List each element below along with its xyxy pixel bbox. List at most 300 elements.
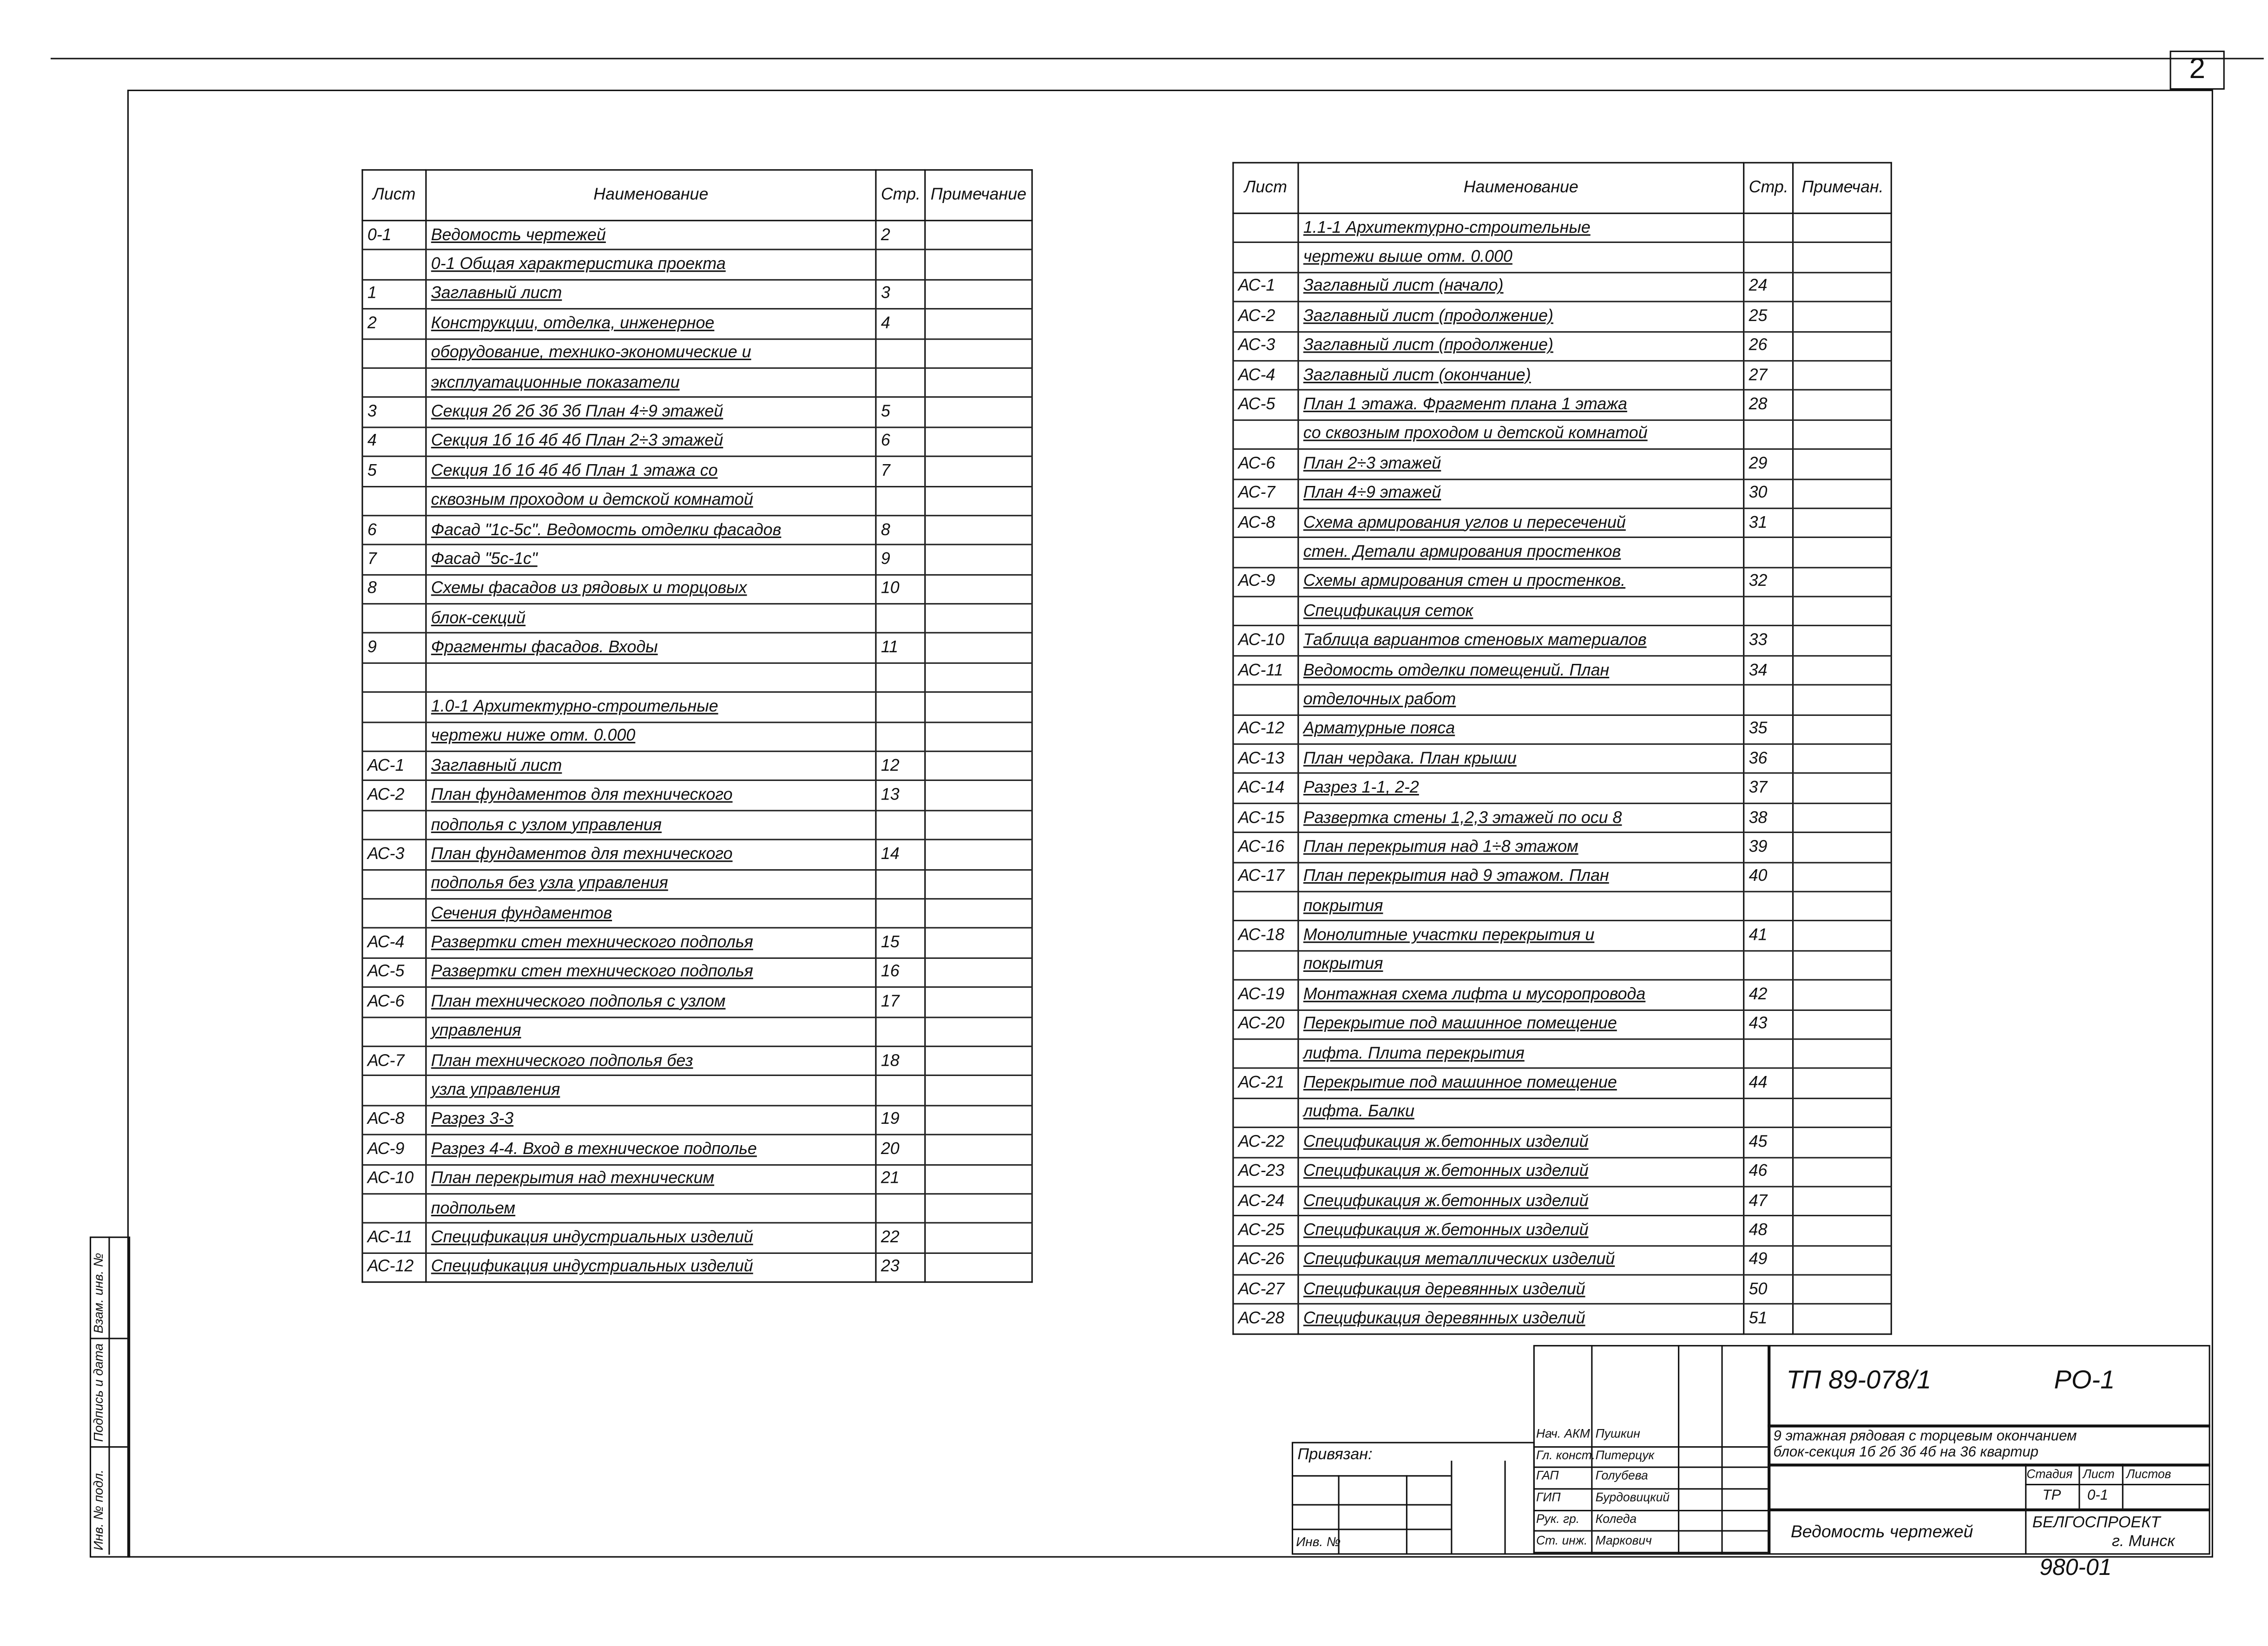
page-number: 10 (876, 574, 926, 603)
page-number (1744, 1039, 1794, 1068)
table-row (362, 486, 1032, 515)
signatory-name: Питерцук (1595, 1447, 1655, 1462)
sheet-name: План 2÷3 этажей (1298, 449, 1744, 479)
sheet-name: Спецификация ж.бетонных изделий (1298, 1157, 1744, 1186)
sheet-code (1233, 597, 1298, 626)
table-row (362, 398, 1032, 427)
sheet-name: лифта. Балки (1298, 1098, 1744, 1127)
table-row (1233, 921, 1892, 951)
sheet-code (1233, 892, 1298, 921)
sheet-name: 0-1 Общая характеристика проекта (426, 250, 876, 279)
table-row (1233, 538, 1892, 567)
sheet-code (362, 1076, 426, 1105)
note (1794, 1157, 1892, 1186)
page-number (1744, 420, 1794, 449)
sheet-name: Конструкции, отделка, инженерное (426, 309, 876, 338)
note (926, 515, 1032, 544)
table-row (1233, 420, 1892, 449)
divider (1768, 1424, 2210, 1427)
signatory-name: Бурдовицкий (1595, 1489, 1670, 1504)
sheet-code: 6 (362, 515, 426, 544)
sheet-name: Арматурные пояса (1298, 715, 1744, 744)
document-title: Ведомость чертежей (1790, 1521, 1973, 1542)
table-row (1233, 243, 1892, 272)
note (1794, 331, 1892, 361)
sheet-name: План технического подполья с узлом (426, 987, 876, 1016)
note (926, 309, 1032, 338)
sheet-code: АС-16 (1233, 833, 1298, 862)
page-number: 11 (876, 633, 926, 662)
divider (108, 1237, 110, 1555)
divider (1533, 1488, 1768, 1489)
sheet-code (362, 486, 426, 515)
page-number: 3 (876, 280, 926, 309)
table-row (1233, 508, 1892, 538)
role-label: ГАП (1536, 1468, 1559, 1483)
sheet-code: АС-4 (362, 928, 426, 957)
sheet-code: 5 (362, 457, 426, 486)
table-row (362, 899, 1032, 928)
page-number: 41 (1744, 921, 1794, 951)
note (926, 1194, 1032, 1223)
note (1794, 361, 1892, 390)
page-number: 48 (1744, 1216, 1794, 1245)
sheet-number-box (2170, 51, 2225, 90)
sheet-code: АС-20 (1233, 1010, 1298, 1039)
page-number: 47 (1744, 1187, 1794, 1216)
page-number: 37 (1744, 774, 1794, 803)
col-name: Наименование (426, 170, 876, 221)
note (1794, 479, 1892, 508)
archive-number: 980-01 (2039, 1556, 2112, 1581)
table-row (1233, 1216, 1892, 1245)
sheet-code: АС-15 (1233, 803, 1298, 833)
sheet-code: АС-12 (362, 1253, 426, 1282)
sheet-name: Схемы фасадов из рядовых и торцовых (426, 574, 876, 603)
divider (1292, 1528, 1451, 1530)
divider (1406, 1475, 1407, 1554)
table-row (1233, 1039, 1892, 1068)
sheet-value: 0-1 (2087, 1488, 2109, 1504)
sheet-code: АС-6 (362, 987, 426, 1016)
table-row (1233, 980, 1892, 1010)
sheet-code: АС-7 (362, 1046, 426, 1075)
note (1794, 1128, 1892, 1157)
note (926, 722, 1032, 751)
page-number (1744, 538, 1794, 567)
sheet-name: Спецификация ж.бетонных изделий (1298, 1216, 1744, 1245)
sheet-name: блок-секций (426, 604, 876, 633)
table-row (1233, 1010, 1892, 1039)
note (926, 633, 1032, 662)
note (926, 1223, 1032, 1253)
sheet-code: АС-21 (1233, 1069, 1298, 1098)
sheet-name: Секция 1б 1б 4б 4б План 1 этажа со (426, 457, 876, 486)
drawing-register-right (1232, 162, 1893, 1335)
divider (1533, 1509, 1768, 1511)
table-row (362, 810, 1032, 839)
sheet-name: 1.0-1 Архитектурно-строительные (426, 692, 876, 721)
sheet-name: Спецификация сеток (1298, 597, 1744, 626)
page-number: 50 (1744, 1275, 1794, 1304)
table-row (362, 722, 1032, 751)
table-row (1233, 626, 1892, 656)
note (926, 1046, 1032, 1075)
table-row (1233, 774, 1892, 803)
sheet-name: Спецификация деревянных изделий (1298, 1305, 1744, 1334)
sheet-code: 8 (362, 574, 426, 603)
page-number: 5 (876, 398, 926, 427)
sheet-number: 2 (2189, 53, 2205, 85)
table-header (362, 170, 1032, 221)
note (1794, 685, 1892, 715)
sheet-name: стен. Детали армирования простенков (1298, 538, 1744, 567)
sheet-code: АС-18 (1233, 921, 1298, 951)
note (1794, 715, 1892, 744)
sheet-code (362, 810, 426, 839)
sheet-name: Спецификация ж.бетонных изделий (1298, 1128, 1744, 1157)
note (1794, 803, 1892, 833)
sheet-code: АС-13 (1233, 744, 1298, 774)
table-header (1233, 163, 1892, 213)
sheet-code (362, 692, 426, 721)
page-number: 4 (876, 309, 926, 338)
sheet-code: 0-1 (362, 221, 426, 250)
page-number: 34 (1744, 656, 1794, 685)
table-row (362, 604, 1032, 633)
divider (1533, 1445, 1768, 1447)
sheet-name: Фасад "1с-5с". Ведомость отделки фасадов (426, 515, 876, 544)
divider (1451, 1461, 1452, 1554)
col-sheet: Лист (362, 170, 426, 221)
sheet-code: АС-14 (1233, 774, 1298, 803)
table-row (1233, 390, 1892, 420)
sheet-name: Фрагменты фасадов. Входы (426, 633, 876, 662)
sheet-code (362, 869, 426, 898)
page-number (876, 1017, 926, 1046)
page-number (1744, 951, 1794, 980)
page-number: 43 (1744, 1010, 1794, 1039)
sheet-name: чертежи ниже отм. 0.000 (426, 722, 876, 751)
note (926, 1076, 1032, 1105)
note (1794, 420, 1892, 449)
table-row (1233, 479, 1892, 508)
sheet-name (426, 663, 876, 692)
divider (1292, 1504, 1451, 1506)
page-number: 27 (1744, 361, 1794, 390)
sheet-name: Заглавный лист (426, 751, 876, 780)
sheet-name: План перекрытия над техническим (426, 1164, 876, 1194)
page-number: 25 (1744, 302, 1794, 331)
sheet-code: АС-5 (1233, 390, 1298, 420)
note (926, 604, 1032, 633)
page-number: 23 (876, 1253, 926, 1282)
sheet-code: 7 (362, 545, 426, 574)
note (926, 1105, 1032, 1134)
table-row (362, 368, 1032, 397)
sheet-name: подполья с узлом управления (426, 810, 876, 839)
table-row (1233, 892, 1892, 921)
page-number (876, 604, 926, 633)
table-row (1233, 656, 1892, 685)
divider (1768, 1508, 2210, 1511)
sheet-name: покрытия (1298, 892, 1744, 921)
page-number: 13 (876, 781, 926, 810)
note (926, 221, 1032, 250)
page-number: 28 (1744, 390, 1794, 420)
page-number (876, 869, 926, 898)
table-row (1233, 1305, 1892, 1334)
sheet-name: Монтажная схема лифта и мусоропровода (1298, 980, 1744, 1010)
page-number (876, 810, 926, 839)
note (1794, 272, 1892, 302)
col-page: Стр. (876, 170, 926, 221)
note (926, 810, 1032, 839)
note (1794, 1187, 1892, 1216)
sheet-label: Лист (2083, 1466, 2115, 1481)
page-number (1744, 1098, 1794, 1127)
note (1794, 1216, 1892, 1245)
table-row (362, 928, 1032, 957)
page-number: 35 (1744, 715, 1794, 744)
sheet-code: АС-7 (1233, 479, 1298, 508)
sheet-name: управления (426, 1017, 876, 1046)
page-number: 8 (876, 515, 926, 544)
sheet-name: Таблица вариантов стеновых материалов (1298, 626, 1744, 656)
sheet-name: Развертка стены 1,2,3 этажей по оси 8 (1298, 803, 1744, 833)
page-number (876, 250, 926, 279)
note (1794, 980, 1892, 1010)
table-row (1233, 1157, 1892, 1186)
sheet-code: АС-2 (362, 781, 426, 810)
note (1794, 1010, 1892, 1039)
sheet-code: АС-5 (362, 958, 426, 987)
signatory-name: Голубева (1595, 1468, 1648, 1483)
table-row (362, 1194, 1032, 1223)
page-number: 15 (876, 928, 926, 957)
note (926, 339, 1032, 368)
page-number: 30 (1744, 479, 1794, 508)
sheet-name: План технического подполья без (426, 1046, 876, 1075)
page-number: 46 (1744, 1157, 1794, 1186)
sheet-name: Секция 1б 1б 4б 4б План 2÷3 этажей (426, 427, 876, 456)
sheet-code (1233, 213, 1298, 243)
page-number (876, 1076, 926, 1105)
sheet-name: отделочных работ (1298, 685, 1744, 715)
page-number: 6 (876, 427, 926, 456)
page-number: 16 (876, 958, 926, 987)
note (1794, 567, 1892, 597)
table-row (1233, 361, 1892, 390)
sign-date-label: Подпись и дата (91, 1343, 106, 1442)
note (926, 692, 1032, 721)
table-row (1233, 597, 1892, 626)
sheet-name: Заглавный лист (окончание) (1298, 361, 1744, 390)
page-number: 44 (1744, 1069, 1794, 1098)
sheet-code (362, 368, 426, 397)
table-row (1233, 567, 1892, 597)
table-row (362, 1046, 1032, 1075)
note (1794, 892, 1892, 921)
drawing-register-left (362, 169, 1032, 1283)
note (926, 840, 1032, 869)
sheet-code: АС-3 (1233, 331, 1298, 361)
sheet-name: подпольем (426, 1194, 876, 1223)
col-name: Наименование (1298, 163, 1744, 213)
note (1794, 213, 1892, 243)
table-row (362, 1076, 1032, 1105)
table-row (1233, 951, 1892, 980)
sheet-code: АС-1 (1233, 272, 1298, 302)
table-row (1233, 331, 1892, 361)
sheet-code: АС-8 (362, 1105, 426, 1134)
sheet-name: Монолитные участки перекрытия и (1298, 921, 1744, 951)
sheet-code: АС-3 (362, 840, 426, 869)
note (926, 250, 1032, 279)
page-number: 49 (1744, 1246, 1794, 1275)
table-row (1233, 715, 1892, 744)
note (1794, 626, 1892, 656)
note (926, 1253, 1032, 1282)
sheet-name: Спецификация металлических изделий (1298, 1246, 1744, 1275)
table-row (362, 250, 1032, 279)
sheet-code: 2 (362, 309, 426, 338)
note (1794, 1305, 1892, 1334)
sheet-name: Разрез 1-1, 2-2 (1298, 774, 1744, 803)
sheet-code: АС-24 (1233, 1187, 1298, 1216)
role-label: Нач. АКМ (1536, 1426, 1590, 1441)
col-note: Примечание (926, 170, 1032, 221)
divider (1505, 1461, 1506, 1554)
sheet-code: АС-26 (1233, 1246, 1298, 1275)
sheet-name: Заглавный лист (продолжение) (1298, 331, 1744, 361)
sheet-code (362, 339, 426, 368)
sheet-name: Ведомость отделки помещений. План (1298, 656, 1744, 685)
project-code: ТП 89-078/1 (1786, 1365, 1932, 1394)
sheet-code (1233, 538, 1298, 567)
sheet-code (1233, 1039, 1298, 1068)
sheet-name: оборудование, технико-экономические и (426, 339, 876, 368)
top-border-line (51, 58, 2264, 59)
table-row (1233, 803, 1892, 833)
page-number: 31 (1744, 508, 1794, 538)
page-number: 32 (1744, 567, 1794, 597)
page-number: 19 (876, 1105, 926, 1134)
table-row (362, 1253, 1032, 1282)
sheet-name: Развертки стен технического подполья (426, 958, 876, 987)
note (1794, 862, 1892, 892)
table-row (1233, 449, 1892, 479)
note (1794, 390, 1892, 420)
inv-orig-label: Инв. № подл. (91, 1469, 106, 1551)
bound-label: Привязан: (1297, 1446, 1373, 1464)
note (1794, 833, 1892, 862)
table-row (362, 751, 1032, 780)
sheet-code (362, 899, 426, 928)
sheet-name: Схемы армирования стен и простенков. (1298, 567, 1744, 597)
note (1794, 1069, 1892, 1098)
sheet-code: АС-10 (1233, 626, 1298, 656)
page-number: 7 (876, 457, 926, 486)
table-row (1233, 744, 1892, 774)
table-row (362, 840, 1032, 869)
page-number: 14 (876, 840, 926, 869)
page-number (1744, 597, 1794, 626)
role-label: Ст. инж. (1536, 1532, 1588, 1547)
sheet-name: Заглавный лист (начало) (1298, 272, 1744, 302)
sheet-code: АС-10 (362, 1164, 426, 1194)
table-row (1233, 1246, 1892, 1275)
sheet-code (362, 604, 426, 633)
signatory-name: Пушкин (1595, 1426, 1640, 1441)
page-number (876, 486, 926, 515)
sheet-code: АС-11 (362, 1223, 426, 1253)
sheet-name: Заглавный лист (продолжение) (1298, 302, 1744, 331)
page-number (876, 368, 926, 397)
page-number: 17 (876, 987, 926, 1016)
city: г. Минск (2111, 1533, 2175, 1551)
sheet-name: покрытия (1298, 951, 1744, 980)
sheet-code (362, 1017, 426, 1046)
sheet-code (362, 1194, 426, 1223)
sheet-name: Перекрытие под машинное помещение (1298, 1010, 1744, 1039)
stage-value: ТР (2042, 1488, 2061, 1504)
page-number (876, 899, 926, 928)
table-row (1233, 1128, 1892, 1157)
page-number: 26 (1744, 331, 1794, 361)
sheet-code: АС-9 (1233, 567, 1298, 597)
note (926, 987, 1032, 1016)
role-label: Рук. гр. (1536, 1511, 1580, 1526)
sheet-code: АС-2 (1233, 302, 1298, 331)
page-number: 9 (876, 545, 926, 574)
note (926, 928, 1032, 957)
page-number: 29 (1744, 449, 1794, 479)
sheet-code (1233, 685, 1298, 715)
sheet-name: Развертки стен технического подполья (426, 928, 876, 957)
note (926, 1017, 1032, 1046)
sheet-code: 1 (362, 280, 426, 309)
note (926, 958, 1032, 987)
sheet-code: АС-1 (362, 751, 426, 780)
inv-label: Инв. № (1296, 1534, 1341, 1549)
sheet-name: сквозным проходом и детской комнатой (426, 486, 876, 515)
table-row (1233, 1187, 1892, 1216)
sheet-name: План фундаментов для технического (426, 781, 876, 810)
table-row (362, 221, 1032, 250)
page-number (1744, 685, 1794, 715)
sheet-code: 4 (362, 427, 426, 456)
stage-label: Стадия (2026, 1466, 2073, 1481)
sheet-name: Секция 2б 2б 3б 3б План 4÷9 этажей (426, 398, 876, 427)
project-description-2: блок-секция 1б 2б 3б 4б на 36 квартир (1773, 1444, 2038, 1461)
sheet-name: 1.1-1 Архитектурно-строительные (1298, 213, 1744, 243)
sheet-name: со сквозным проходом и детской комнатой (1298, 420, 1744, 449)
page-number (1744, 213, 1794, 243)
note (1794, 921, 1892, 951)
sheet-code: АС-19 (1233, 980, 1298, 1010)
signatory-name: Коледа (1595, 1511, 1637, 1526)
role-label: Гл. конст. (1536, 1447, 1596, 1462)
col-note: Примечан. (1794, 163, 1892, 213)
sheet-name: чертежи выше отм. 0.000 (1298, 243, 1744, 272)
sheet-name: Фасад "5с-1с" (426, 545, 876, 574)
sheet-name: Заглавный лист (426, 280, 876, 309)
page-number: 40 (1744, 862, 1794, 892)
signatory-name: Маркович (1595, 1532, 1652, 1547)
table-row (362, 958, 1032, 987)
note (926, 574, 1032, 603)
